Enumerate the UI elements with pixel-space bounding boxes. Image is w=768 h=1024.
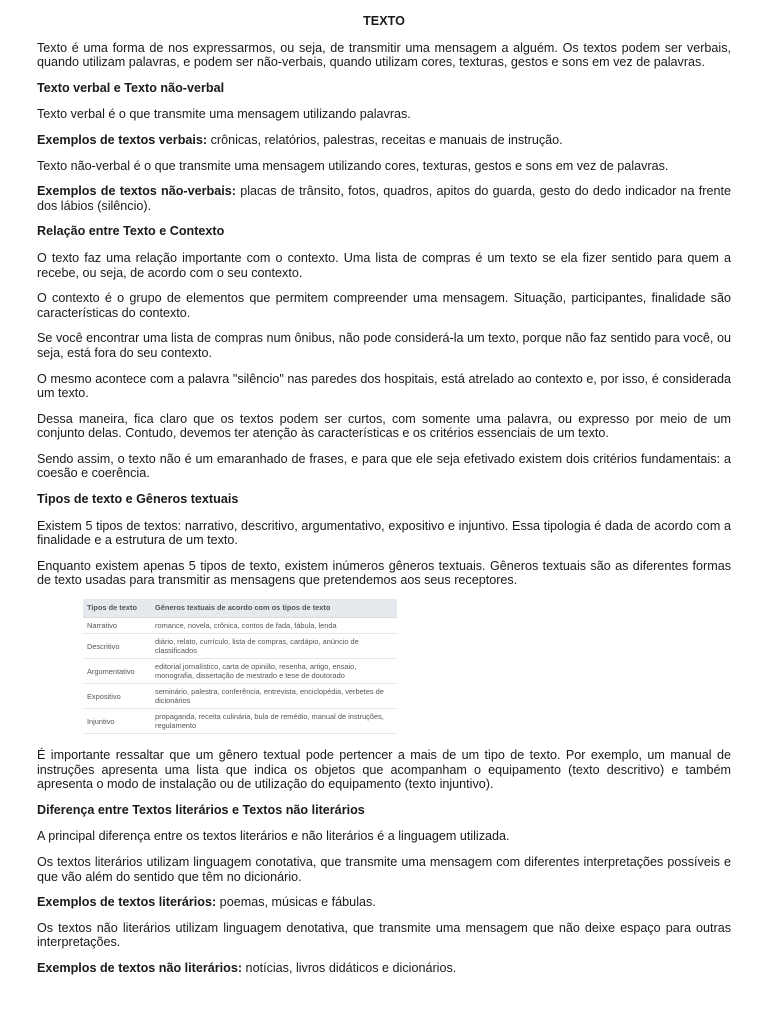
table-header-row: [83, 599, 397, 618]
section-heading-literarios: Diferença entre Textos literários e Textos não literários: [37, 802, 365, 817]
examples-paragraph: [37, 961, 731, 976]
examples-label: Exemplos de textos não-verbais:: [37, 184, 236, 199]
paragraph: Sendo assim, o texto não é um emaranhado de frases, e para que ele seja efetivado existem dois critérios fundamentais: a coesão e coerência.: [37, 451, 731, 481]
section-heading-verbal: Texto verbal e Texto não-verbal: [37, 80, 225, 95]
paragraph: O contexto é o grupo de elementos que permitem compreender uma mensagem. Situação, participantes, finalidade são características do contexto.: [37, 291, 731, 320]
paragraph: Enquanto existem apenas 5 tipos de texto, existem inúmeros gêneros textuais. Gêneros textuais são as diferentes formas de texto usadas para transmitir as mensagens que pretendemos aos seus receptores.: [37, 558, 731, 588]
table-cell-genres: seminário, palestra, conferência, entrevista, enciclopédia, verbetes de dicionários: [151, 684, 397, 709]
examples-paragraph: [37, 133, 731, 148]
examples-label: Exemplos de textos não literários:: [37, 960, 243, 975]
table-cell-type: Expositivo: [83, 684, 151, 709]
table-cell-genres: diário, relato, currículo, lista de compras, cardápio, anúncio de classificados: [151, 634, 397, 659]
examples-paragraph: [37, 184, 731, 213]
paragraph: Texto não-verbal é o que transmite uma mensagem utilizando cores, texturas, gestos e sons em vez de palavras.: [37, 158, 669, 173]
examples-paragraph: [37, 895, 731, 910]
section-heading-tipos: Tipos de texto e Gêneros textuais: [37, 492, 239, 507]
table-header-cell: Tipos de texto: [83, 599, 151, 618]
section-heading-contexto: Relação entre Texto e Contexto: [37, 224, 225, 239]
table-row: [83, 634, 397, 659]
examples-text: placas de trânsito, fotos, quadros, apitos do guarda, gesto do dedo indicador na frente dos lábios (silêncio).: [37, 184, 731, 213]
paragraph: A principal diferença entre os textos literários e não literários é a linguagem utilizada.: [37, 829, 510, 844]
page-title: TEXTO: [363, 14, 405, 28]
intro-paragraph: Texto é uma forma de nos expressarmos, ou seja, de transmitir uma mensagem a alguém. Os textos podem ser verbais, quando utilizam palavras, e podem ser não-verbais, quando utilizam cores, texturas, gestos e sons em vez de palavras.: [37, 40, 731, 70]
examples-label: Exemplos de textos verbais:: [37, 132, 208, 147]
paragraph: Se você encontrar uma lista de compras num ônibus, não pode considerá-la um texto, porque não faz sentido para você, ou seja, está fora do seu contexto.: [37, 331, 731, 360]
examples-label: Exemplos de textos literários:: [37, 895, 217, 910]
paragraph: Existem 5 tipos de textos: narrativo, descritivo, argumentativo, expositivo e injuntivo. Essa tipologia é dada de acordo com a finalidade e a estrutura de um texto.: [37, 518, 731, 548]
table-cell-genres: propaganda, receita culinária, bula de remédio, manual de instruções, regulamento: [151, 709, 397, 734]
table-cell-type: Narrativo: [83, 618, 151, 634]
table-cell-type: Argumentativo: [83, 659, 151, 684]
paragraph: É importante ressaltar que um gênero textual pode pertencer a mais de um tipo de texto. Por exemplo, um manual de instruções apresenta uma lista que indica os objetos que acompanham o equipamento (texto descritivo) e também apresenta o modo de instalação ou de utilização do equipamento (texto injuntivo).: [37, 748, 731, 792]
paragraph: Os textos não literários utilizam linguagem denotativa, que transmite uma mensagem que não deixe espaço para outras interpretações.: [37, 920, 731, 950]
examples-text: notícias, livros didáticos e dicionários.: [242, 960, 457, 975]
examples-text: crônicas, relatórios, palestras, receitas e manuais de instrução.: [207, 132, 563, 147]
table-header-cell: Gêneros textuais de acordo com os tipos de texto: [151, 599, 397, 618]
paragraph: Texto verbal é o que transmite uma mensagem utilizando palavras.: [37, 107, 411, 122]
table-row: [83, 684, 397, 709]
paragraph: O texto faz uma relação importante com o contexto. Uma lista de compras é um texto se ela fizer sentido para quem a recebe, ou seja, de acordo com o seu contexto.: [37, 250, 731, 280]
paragraph: O mesmo acontece com a palavra "silêncio" nas paredes dos hospitais, está atrelado ao contexto e, por isso, é considerada um texto.: [37, 371, 731, 401]
table-row: [83, 709, 397, 734]
table-row: [83, 659, 397, 684]
table-cell-type: Injuntivo: [83, 709, 151, 734]
examples-text: poemas, músicas e fábulas.: [216, 895, 376, 910]
table-cell-genres: editorial jornalístico, carta de opinião, resenha, artigo, ensaio, monografia, dissertação de mestrado e tese de doutorado: [151, 659, 397, 684]
table-cell-genres: romance, novela, crônica, contos de fada, fábula, lenda: [151, 618, 397, 634]
paragraph: Os textos literários utilizam linguagem conotativa, que transmite uma mensagem com diferentes interpretações possíveis e que vão além do sentido que têm no dicionário.: [37, 855, 731, 884]
genres-table: [83, 599, 397, 734]
paragraph: Dessa maneira, fica claro que os textos podem ser curtos, com somente uma palavra, ou expresso por meio de um conjunto delas. Contudo, devemos ter atenção às características e os critérios essenciais de um texto.: [37, 411, 731, 441]
table-row: [83, 618, 397, 634]
table-cell-type: Descritivo: [83, 634, 151, 659]
document-page: [37, 14, 731, 987]
